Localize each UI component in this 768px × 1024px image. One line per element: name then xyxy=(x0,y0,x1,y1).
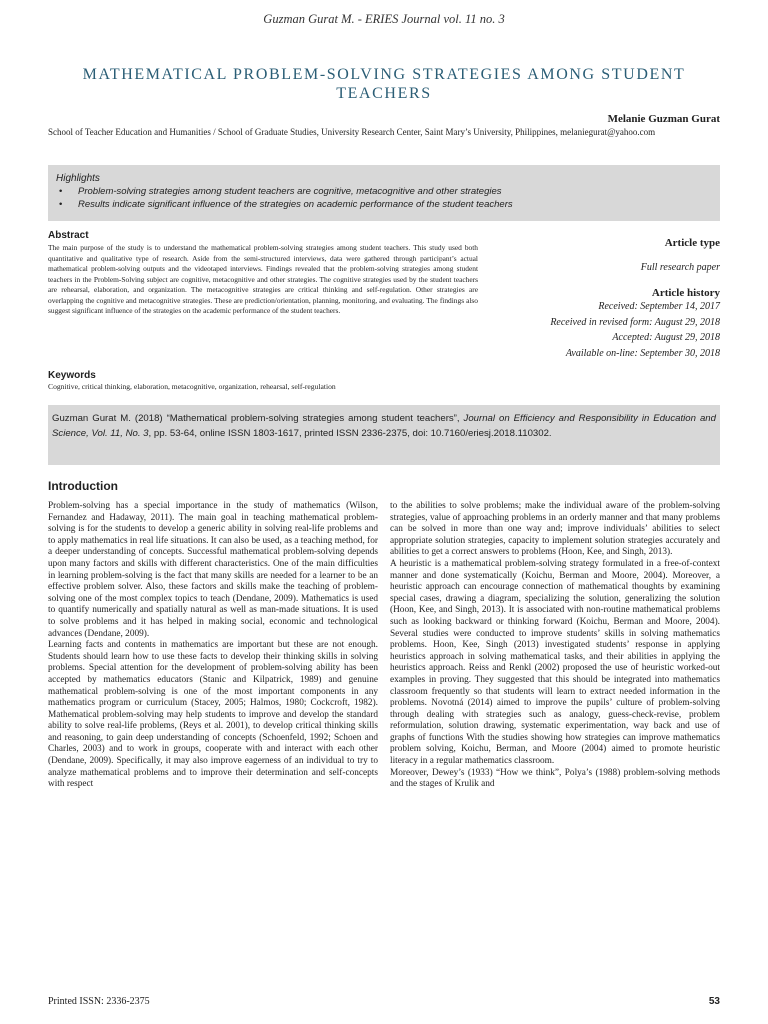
keywords-section xyxy=(48,370,568,391)
abstract-text: The main purpose of the study is to understand the mathematical problem-solving strategies among student teachers. This study used both quantitative and qualitative type of research. Aside from the semi-structured interviews, data were gathered through participant’s actual mathematical problem-solving outputs and the videotaped interviews. Findings revealed that the problem-solving strategies among student teachers in the Problem-Solving subject are cognitive, metacognitive and other strategies. The cognitive strategies used by the student teachers are rehearsal, elaboration, and organization. The metacognitive strategies are critical thinking and self-regulation. Other strategies are overlapping the cognitive and metacognitive strategies. These are prediction/orientation, planning, monitoring, and evaluating. The findings also suggest significant influence of the strategies on the academic performance of the student teachers. xyxy=(48,243,478,315)
body-paragraph: to the abilities to solve problems; make the individual aware of the problem-solving strategies, value of approaching problems in an orderly manner and that many problems can be solved in more than one way and; improve individuals’ abilities to select appropriate solution strategies, capacity to implement solution strategies accurately and abilities to get a correct answers to problems (Hoon, Kee, and Singh, 2013). xyxy=(390,501,720,558)
highlight-item: • Problem-solving strategies among student teachers are cognitive, metacognitive and other strategies xyxy=(56,185,712,198)
introduction-heading: Introduction xyxy=(48,479,118,493)
citation-text-before: Guzman Gurat M. (2018) “Mathematical problem-solving strategies among student teachers”, xyxy=(52,413,464,424)
citation-journal: Journal on Efficiency and Responsibility in Education and Science, Vol. 11, No. 3 xyxy=(52,413,716,439)
author-affiliation: School of Teacher Education and Humanities / School of Graduate Studies, University Research Center, Saint Mary’s University, Philippines, melaniegurat@yahoo.com xyxy=(48,127,656,137)
citation-text-after: , pp. 53-64, online ISSN 1803-1617, printed ISSN 2336-2375, doi: 10.7160/eriesj.2018.110302. xyxy=(148,427,552,439)
history-online: Available on-line: September 30, 2018 xyxy=(565,347,720,359)
article-type-label: Article type xyxy=(664,237,720,249)
keywords-label: Keywords xyxy=(48,370,96,381)
highlights-box xyxy=(48,165,720,221)
paper-title: MATHEMATICAL PROBLEM-SOLVING STRATEGIES AMONG STUDENT TEACHERS xyxy=(82,65,686,102)
body-column-right xyxy=(390,501,720,986)
body-paragraph: A heuristic is a mathematical problem-solving strategy formulated in a free-of-context manner and done systematically (Koichu, Berman and Moore, 2004). Moreover, a heuristic approach can encourage connection of mathematical thoughts by examining special cases, drawing a diagram, specializing the solution, generalizing the solution (Hoon, Kee, and Singh, 2013). It is associated with non-routine mathematical problems such as looking backward or thinking forward (Koichu, Berman and Moore, 2004). Several studies were conducted to improve students’ skills in solving mathematics problems. Hoon, Kee, Singh (2013) investigated students’ response in applying heuristics approach in solving mathematical tasks, and their abilities in applying the heuristics approach. Reiss and Renkl (2002) proposed the use of heuristic worked-out examples in proving. They suggested that this should be integrated into mathematics classroom frequently so that students will learn to extract needed information in the problems. Novotná (2014) aimed to improve the pupils’ culture of problem-solving through dealing with strategies such as analogy, guess-check-revise, problem reformulation, solution drawing, systematic experimentation, way back and use of graphs of functions With the studies showing how strategies can improve mathematics problem solving, Koichu, Berman, and Moore (2004) aimed to promote heuristic literacy in a regular mathematics classroom. xyxy=(390,558,720,767)
footer-issn: Printed ISSN: 2336-2375 xyxy=(48,996,150,1007)
highlights-label: Highlights xyxy=(56,173,100,184)
body-paragraph: Problem-solving has a special importance in the study of mathematics (Wilson, Fernandez and Hadaway, 2011). The main goal in teaching mathematical problem-solving is for the students to develop a generic ability in solving real-life problems and to apply mathematics in real life situations. It can also be used, as a teaching method, for a deeper understanding of concepts. Successful mathematical problem-solving depends upon many factors and skills with different characteristics. One of the main difficulties in learning problem-solving is the fact that many skills are needed for a learner to be an effective problem solver. Also, these factors and skills make the teaching of problem-solving one of the most complex topics to teach (Dendane, 2009). Mathematics is used to quantify numerically and spatially natural as well as man-made situations. It is used to solve problems and it has helped in making social, economic and technological advances (Dendane, 2009). xyxy=(48,501,378,639)
abstract-section xyxy=(48,230,478,317)
keywords-text: Cognitive, critical thinking, elaboration, metacognitive, organization, rehearsal, self-regulation xyxy=(48,382,336,391)
history-received: Received: September 14, 2017 xyxy=(598,301,720,312)
article-meta xyxy=(470,237,720,361)
page-number: 53 xyxy=(708,996,720,1007)
highlight-item: • Results indicate significant influence of the strategies on academic performance of the student teachers xyxy=(56,198,712,211)
body-paragraph: Moreover, Dewey’s (1933) “How we think”, Polya’s (1988) problem-solving methods and the stages of Krulik and xyxy=(390,767,720,790)
author-name: Melanie Guzman Gurat xyxy=(607,113,720,125)
running-head: Guzman Gurat M. - ERIES Journal vol. 11 no. 3 xyxy=(263,12,505,26)
article-history-label: Article history xyxy=(651,287,720,299)
body-column-left xyxy=(48,501,378,986)
history-accepted: Accepted: August 29, 2018 xyxy=(612,332,720,343)
history-revised: Received in revised form: August 29, 2018 xyxy=(550,316,720,328)
abstract-label: Abstract xyxy=(48,230,89,241)
article-type-value: Full research paper xyxy=(640,262,720,273)
highlights-list xyxy=(56,185,712,211)
citation-box xyxy=(48,405,720,465)
body-paragraph: Learning facts and contents in mathematics are important but these are not enough. Students should learn how to use these facts to develop their thinking skills in solving problems. Special attention for the development of problem-solving ability has been accepted by mathematics educators (Stanic and Kilpatrick, 1989) and genuine mathematical problem-solving is one of the most important components in any mathematics program or curriculum (Stacey, 2005; Halmos, 1980; Cockcroft, 1982). Mathematical problem-solving may help students to improve and develop the standard ability to solve real-life problems, (Reys et al. 2001), to develop critical thinking skills and reasoning, to gain deep understanding of concepts (Schoenfeld, 1992; Schoen and Charles, 2003) and to work in groups, cooperate with and interact with each other (Dendane, 2009). Specifically, it may also improve eagerness of an individual to try to analyze mathematical problems and to improve their determination and self-concepts with respect xyxy=(48,640,378,790)
